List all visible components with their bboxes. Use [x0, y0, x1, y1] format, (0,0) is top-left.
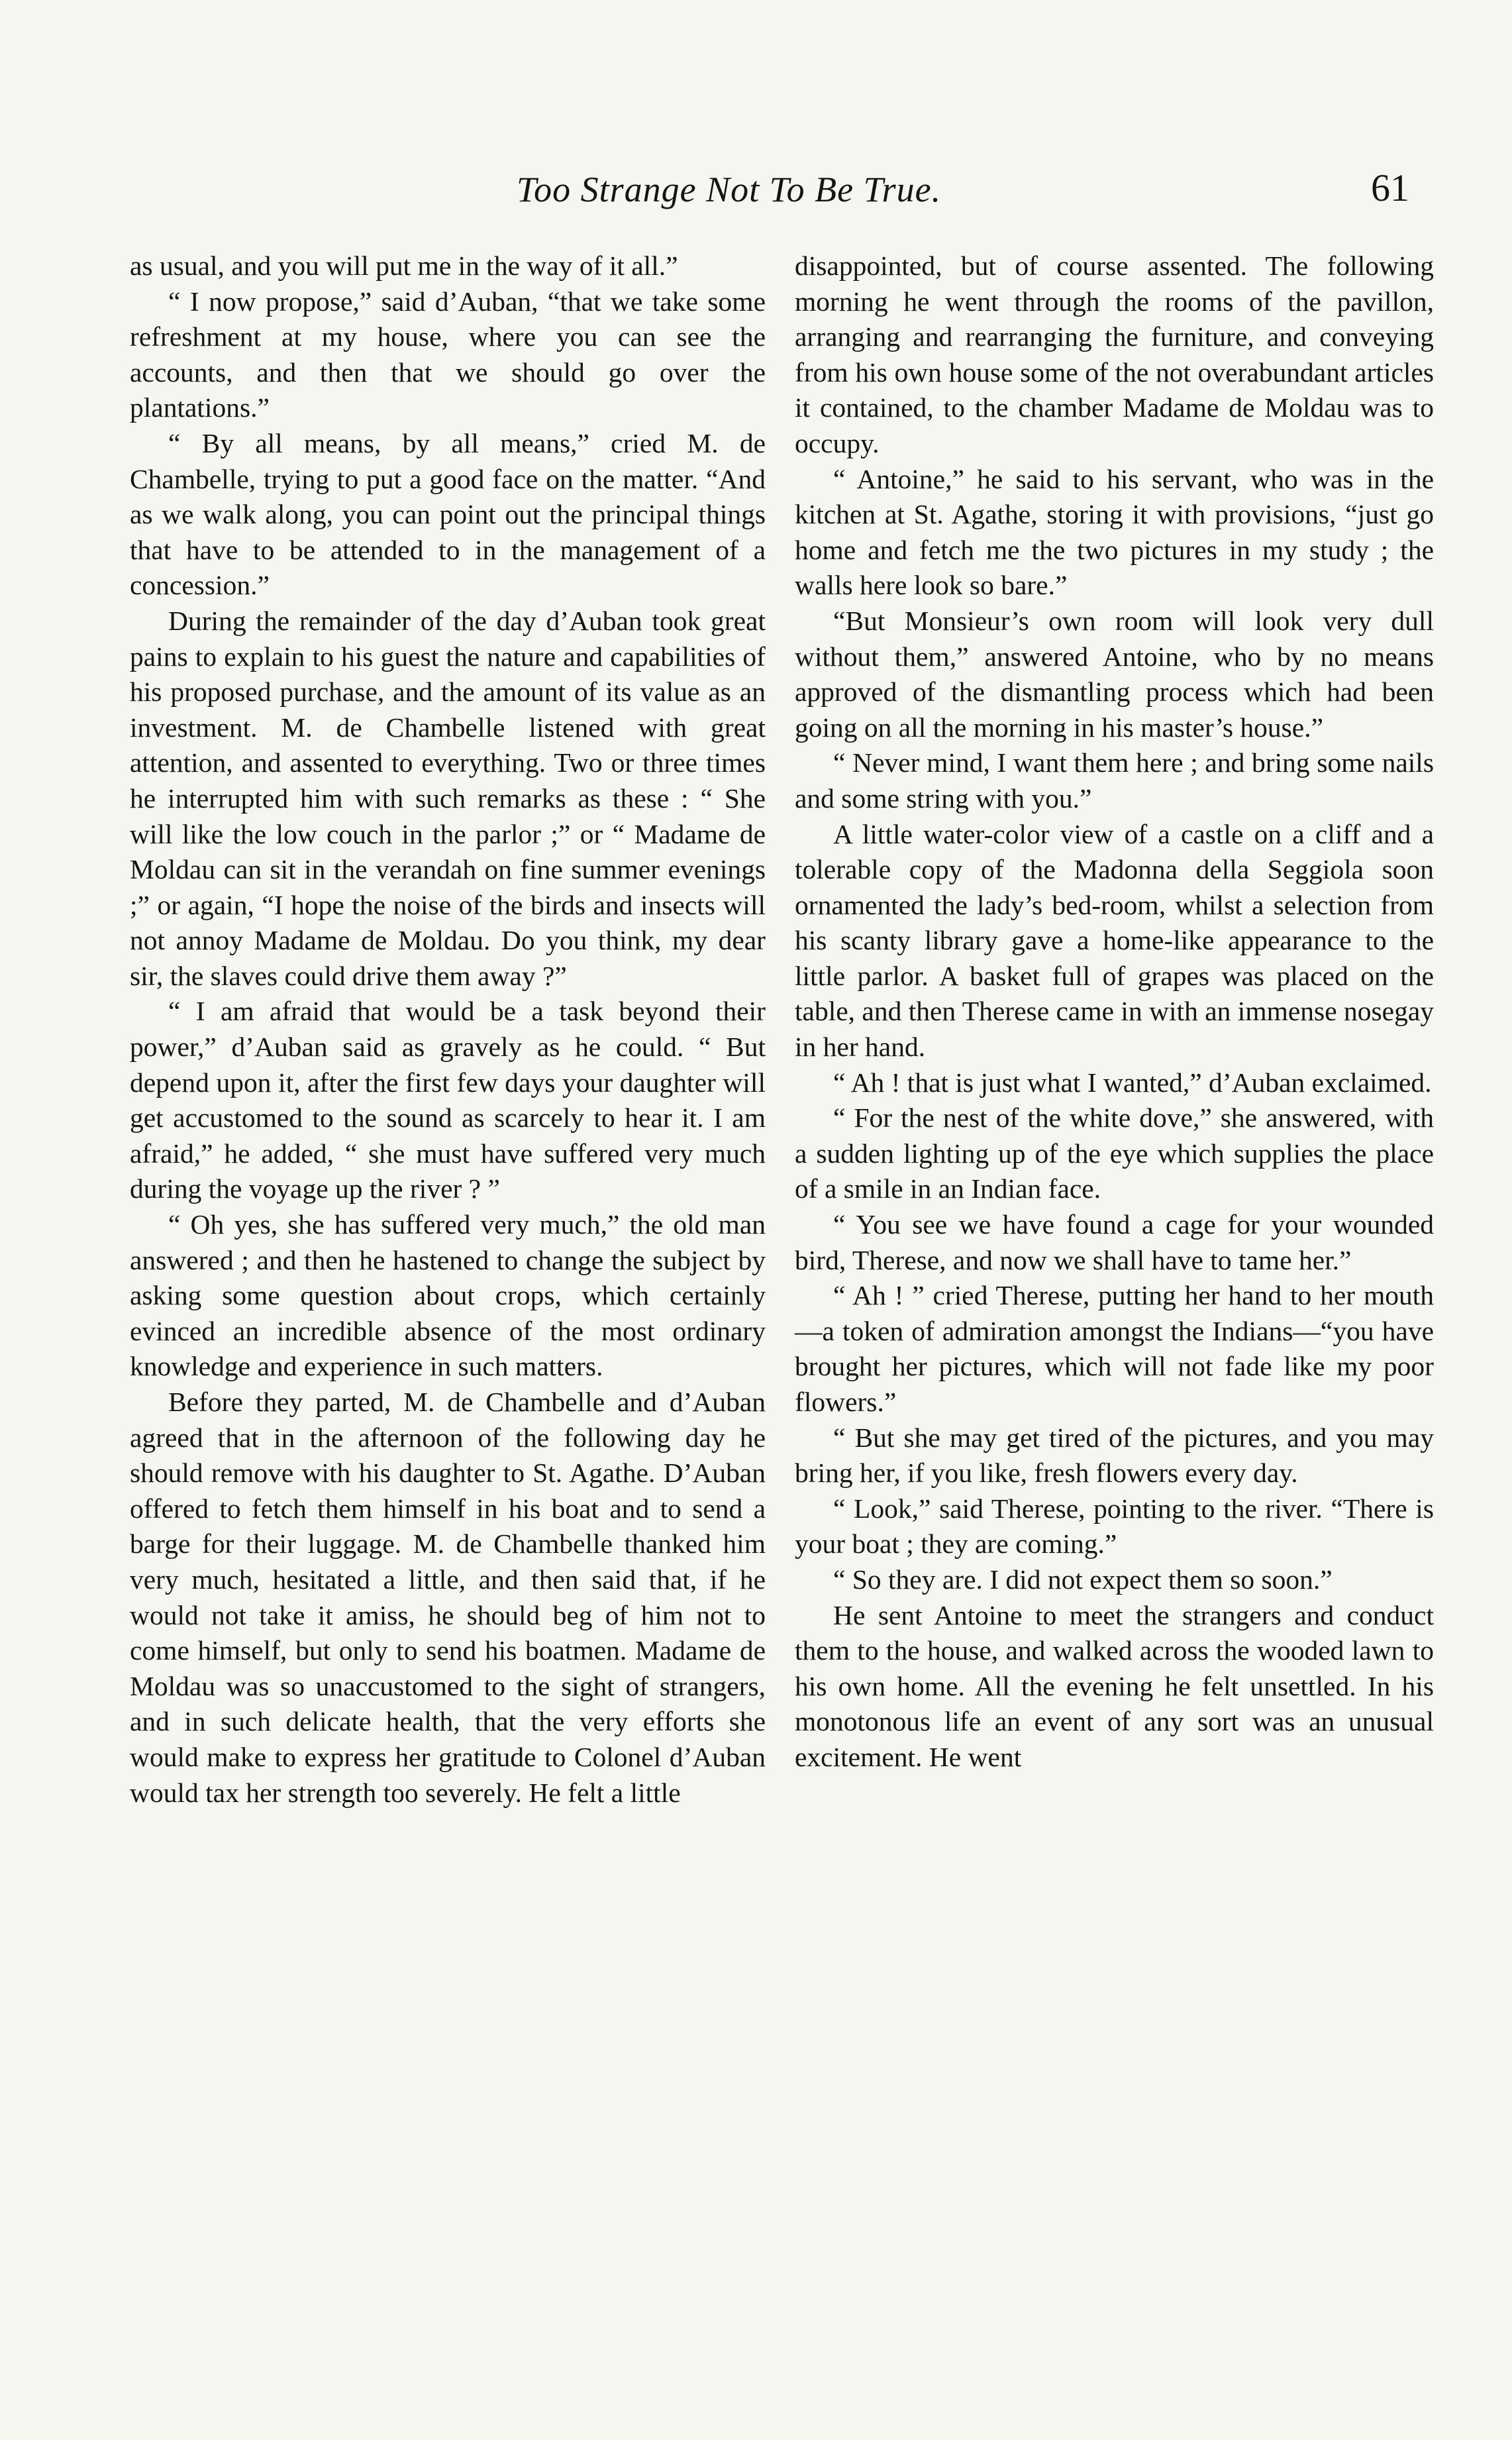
paragraph: “But Monsieur’s own room will look very dull without them,” answered Antoine, who by no means approved of the dismantling process which had been going on all the morning in his master’s house.” [795, 605, 1434, 743]
paragraph: “ Ah ! ” cried Therese, putting her hand to her mouth—a token of admiration amongst the Indians—“you have brought her pictures, which will not fade like my poor flowers.” [795, 1280, 1434, 1417]
page-number: 61 [1371, 166, 1409, 209]
paragraph: A little water-color view of a castle on a cliff and a tolerable copy of the Madonna della Seggiola soon ornamented the lady’s bed-room, whilst a selection from his scanty library gave a home-like appearance to the little parlor. A basket full of grapes was placed on the table, and then Therese came in with an immense nosegay in her hand. [795, 818, 1434, 1063]
right-column [795, 248, 1434, 1776]
paragraph: “ By all means, by all means,” cried M. de Chambelle, trying to put a good face on the matter. “And as we walk along, you can point out the principal things that have to be attended to in the management of a concession.” [130, 427, 766, 601]
running-title: Too Strange Not To Be True. [517, 170, 942, 209]
paragraph: as usual, and you will put me in the way of it all.” [130, 250, 678, 281]
paragraph: “ But she may get tired of the pictures, and you may bring her, if you like, fresh flowers every day. [795, 1422, 1434, 1489]
paragraph: During the remainder of the day d’Auban took great pains to explain to his guest the nature and capabilities of his proposed purchase, and the amount of its value as an investment. M. de Chambelle listened with great attention, and assented to everything. Two or three times he interrupted him with such remarks as these : “ She will like the low couch in the parlor ;” or “ Madame de Moldau can sit in the verandah on fine summer evenings ;” or again, “I hope the noise of the birds and insects will not annoy Madame de Moldau. Do you think, my dear sir, the slaves could drive them away ?” [130, 605, 766, 991]
paragraph: “ You see we have found a cage for your wounded bird, Therese, and now we shall have to tame her.” [795, 1209, 1434, 1275]
paragraph: “ Ah ! that is just what I wanted,” d’Auban exclaimed. [833, 1067, 1432, 1098]
paragraph: “ So they are. I did not expect them so soon.” [833, 1564, 1333, 1595]
paragraph: “ I am afraid that would be a task beyond their power,” d’Auban said as gravely as he could. “ But depend upon it, after the first few days your daughter will get accustomed to the sound as scarcely to hear it. I am afraid,” he added, “ she must have suffered very much during the voyage up the river ? ” [130, 996, 766, 1204]
paragraph: disappointed, but of course assented. The following morning he went through the rooms of the pavillon, arranging and rearranging the furniture, and conveying from his own house some of the not overabundant articles it contained, to the chamber Madame de Moldau was to occupy. [795, 250, 1434, 458]
paragraph: “ Oh yes, she has suffered very much,” the old man answered ; and then he hastened to change the subject by asking some question about crops, which certainly evinced an incredible absence of the most ordinary knowledge and experience in such matters. [130, 1209, 766, 1382]
paragraph: Before they parted, M. de Chambelle and d’Auban agreed that in the afternoon of the following day he should remove with his daughter to St. Agathe. D’Auban offered to fetch them himself in his boat and to send a barge for their luggage. M. de Chambelle thanked him very much, hesitated a little, and then said that, if he would not take it amiss, he should beg of him not to come himself, but only to send his boatmen. Madame de Moldau was so unaccustomed to the sight of strangers, and in such delicate health, that the very efforts she would make to express her gratitude to Colonel d’Auban would tax her strength too severely. He felt a little [130, 1387, 766, 1808]
paragraph: “ I now propose,” said d’Auban, “that we take some refreshment at my house, where you can see the accounts, and then that we should go over the plantations.” [130, 286, 766, 423]
paragraph: He sent Antoine to meet the strangers and conduct them to the house, and walked across the wooded lawn to his own home. All the evening he felt unsettled. In his monotonous life an event of any sort was an unusual excitement. He went [795, 1599, 1434, 1772]
paragraph: “ Never mind, I want them here ; and bring some nails and some string with you.” [795, 747, 1434, 814]
paragraph: “ Look,” said Therese, pointing to the river. “There is your boat ; they are coming.” [795, 1493, 1434, 1560]
left-column [130, 248, 766, 1811]
paragraph: “ Antoine,” he said to his servant, who was in the kitchen at St. Agathe, storing it with provisions, “just go home and fetch me the two pictures in my study ; the walls here look so bare.” [795, 463, 1434, 601]
paragraph: “ For the nest of the white dove,” she answered, with a sudden lighting up of the eye which supplies the place of a smile in an Indian face. [795, 1102, 1434, 1204]
